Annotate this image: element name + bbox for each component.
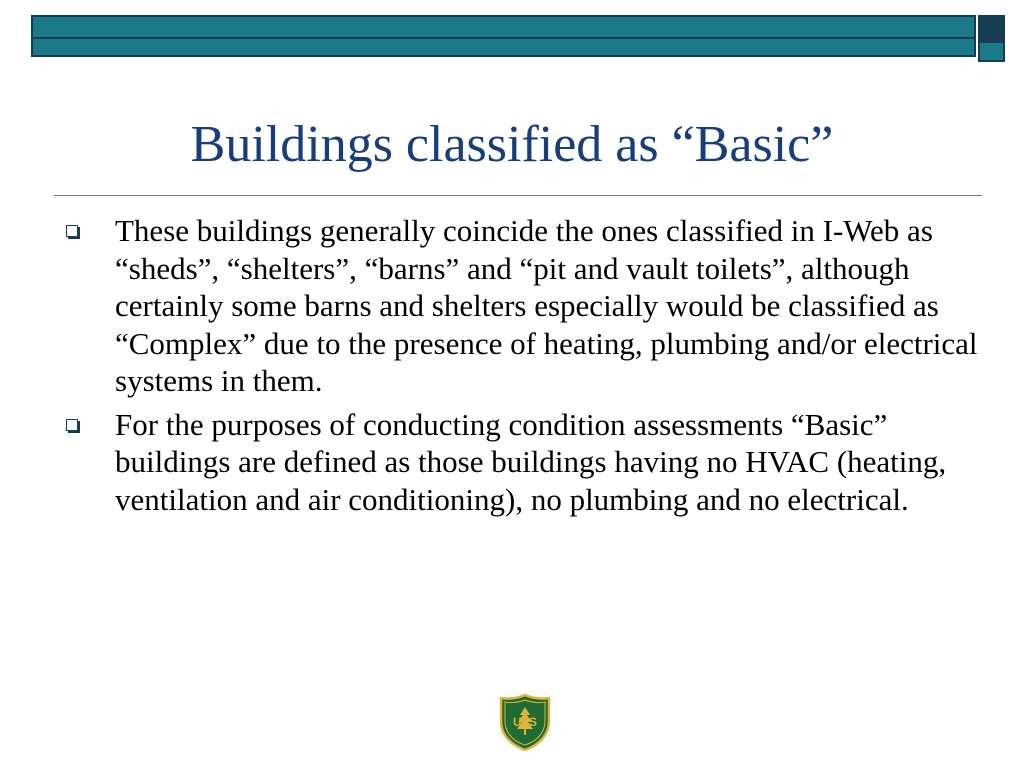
slide-title: Buildings classified as “Basic” — [190, 116, 834, 173]
bullet-text: These buildings generally coincide the ones classified in I-Web as “sheds”, “shelters”, “barns” and “pit and vault toilets”, although certainly some barns and shelters especially would be classified as “Complex” due to the presence of heating, plumbing and/or electrical systems in them. — [115, 213, 978, 398]
svg-text:U: U — [513, 715, 522, 729]
square-bullet-icon — [66, 419, 78, 431]
header-decoration-bar — [31, 15, 976, 57]
header-corner-block — [978, 15, 1005, 42]
bullet-item — [62, 406, 992, 519]
bullet-item — [62, 212, 992, 400]
square-bullet-icon — [66, 225, 78, 237]
title-divider — [54, 195, 982, 196]
bullet-list — [62, 212, 992, 524]
svg-text:S: S — [529, 715, 538, 729]
header-corner-block-lower — [978, 41, 1005, 62]
header-bar-stripe — [33, 37, 974, 39]
forest-service-shield-icon — [498, 693, 552, 751]
bullet-text: For the purposes of conducting condition assessments “Basic” buildings are defined as those buildings having no HVAC (heating, ventilation and air conditioning), no plumbing and no electrical. — [115, 406, 947, 517]
